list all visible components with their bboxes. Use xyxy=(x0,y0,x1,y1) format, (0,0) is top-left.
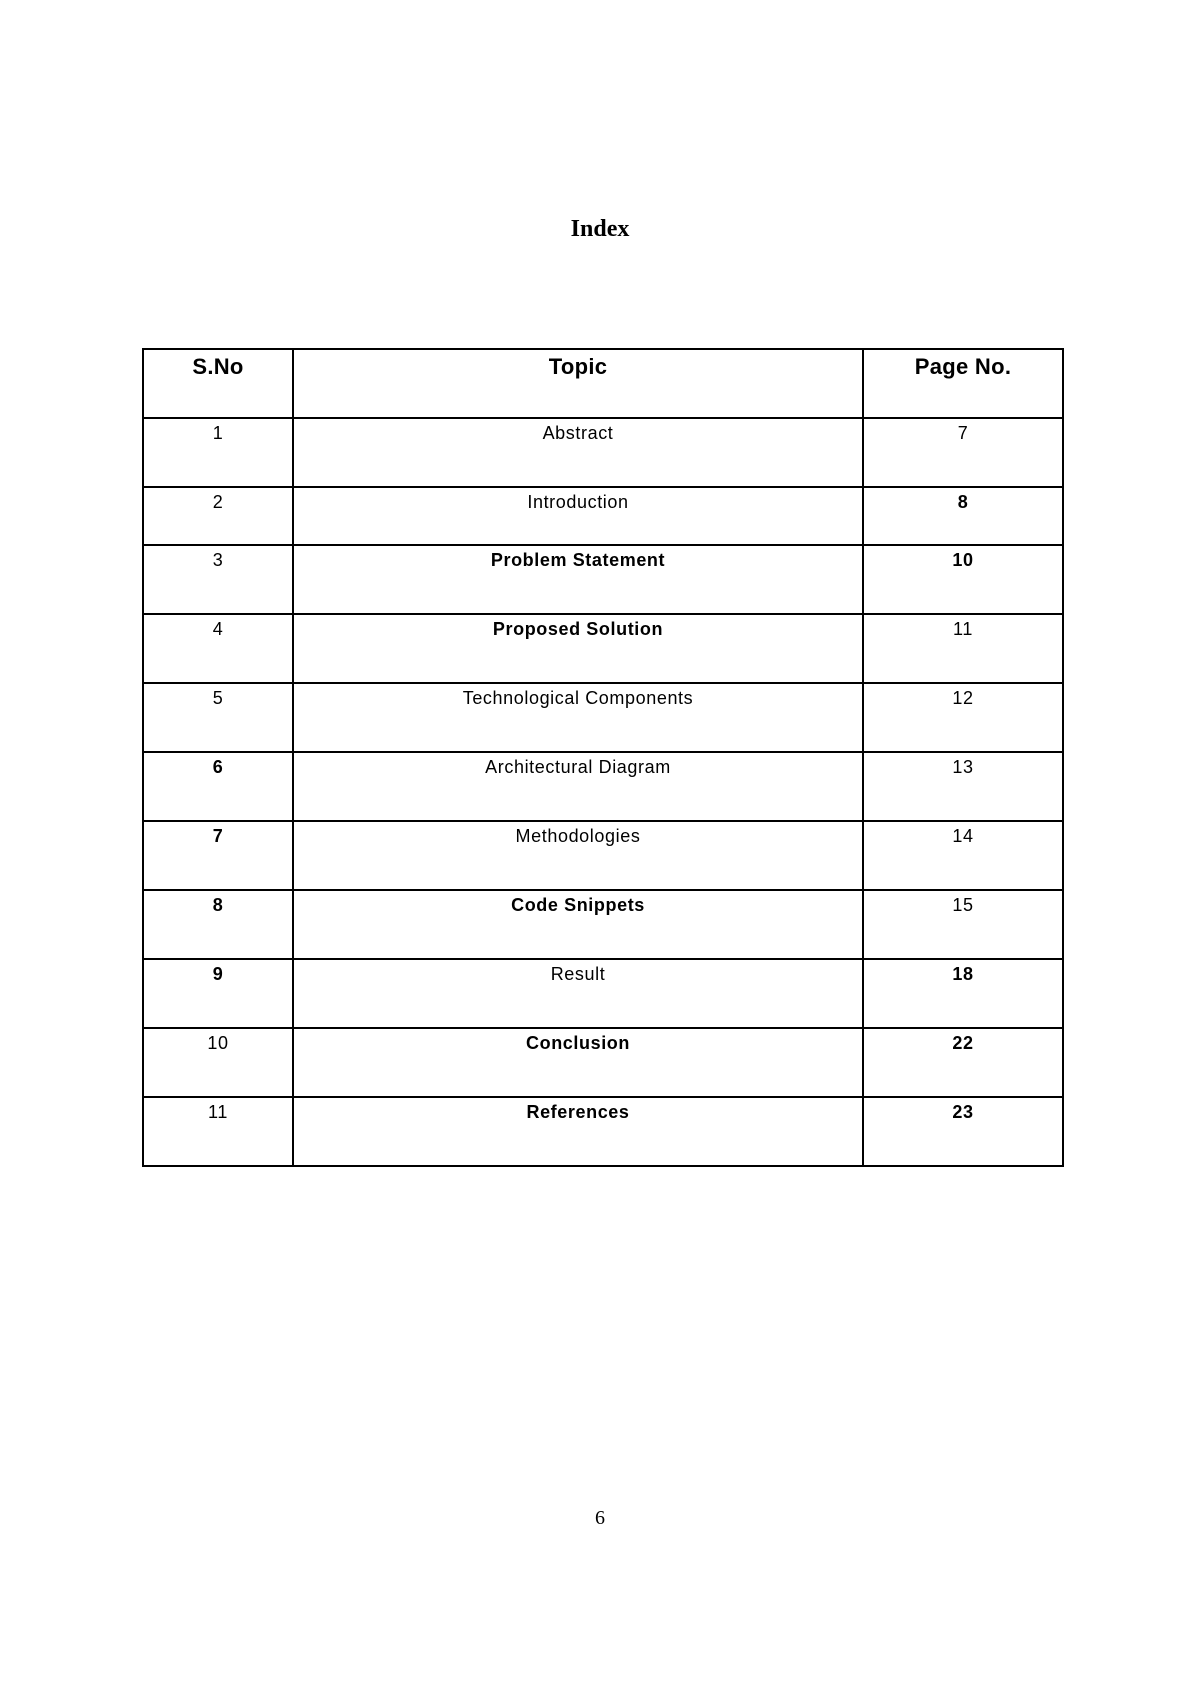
row-topic: Result xyxy=(293,959,863,1028)
table-row xyxy=(143,821,1063,890)
row-page: 15 xyxy=(863,890,1063,959)
row-topic: Technological Components xyxy=(293,683,863,752)
row-sno: 2 xyxy=(143,487,293,545)
table-row xyxy=(143,614,1063,683)
table-row xyxy=(143,683,1063,752)
row-topic: Architectural Diagram xyxy=(293,752,863,821)
row-topic: Methodologies xyxy=(293,821,863,890)
row-topic: Introduction xyxy=(293,487,863,545)
page-title: Index xyxy=(570,216,630,242)
row-sno: 11 xyxy=(143,1097,293,1166)
row-sno: 3 xyxy=(143,545,293,614)
row-topic: Proposed Solution xyxy=(293,614,863,683)
row-sno: 8 xyxy=(143,890,293,959)
table-row xyxy=(143,959,1063,1028)
row-topic: Problem Statement xyxy=(293,545,863,614)
row-page: 22 xyxy=(863,1028,1063,1097)
row-sno: 9 xyxy=(143,959,293,1028)
row-page: 7 xyxy=(863,418,1063,487)
row-sno: 1 xyxy=(143,418,293,487)
table-row xyxy=(143,752,1063,821)
row-sno: 6 xyxy=(143,752,293,821)
row-topic: Code Snippets xyxy=(293,890,863,959)
table-header-row xyxy=(143,349,1063,418)
table-row xyxy=(143,418,1063,487)
index-table xyxy=(142,348,1064,1167)
table-row xyxy=(143,1097,1063,1166)
row-sno: 7 xyxy=(143,821,293,890)
row-topic: Abstract xyxy=(293,418,863,487)
table-row xyxy=(143,545,1063,614)
row-page: 23 xyxy=(863,1097,1063,1166)
row-page: 14 xyxy=(863,821,1063,890)
row-topic: Conclusion xyxy=(293,1028,863,1097)
row-page: 18 xyxy=(863,959,1063,1028)
table-row xyxy=(143,890,1063,959)
header-topic: Topic xyxy=(293,349,863,418)
page-number: 6 xyxy=(595,1507,605,1529)
row-topic: References xyxy=(293,1097,863,1166)
header-page-no: Page No. xyxy=(863,349,1063,418)
header-sno: S.No xyxy=(143,349,293,418)
row-page: 10 xyxy=(863,545,1063,614)
row-sno: 5 xyxy=(143,683,293,752)
row-page: 13 xyxy=(863,752,1063,821)
table-row xyxy=(143,487,1063,545)
row-sno: 10 xyxy=(143,1028,293,1097)
table-row xyxy=(143,1028,1063,1097)
row-page: 11 xyxy=(863,614,1063,683)
row-page: 12 xyxy=(863,683,1063,752)
row-sno: 4 xyxy=(143,614,293,683)
row-page: 8 xyxy=(863,487,1063,545)
